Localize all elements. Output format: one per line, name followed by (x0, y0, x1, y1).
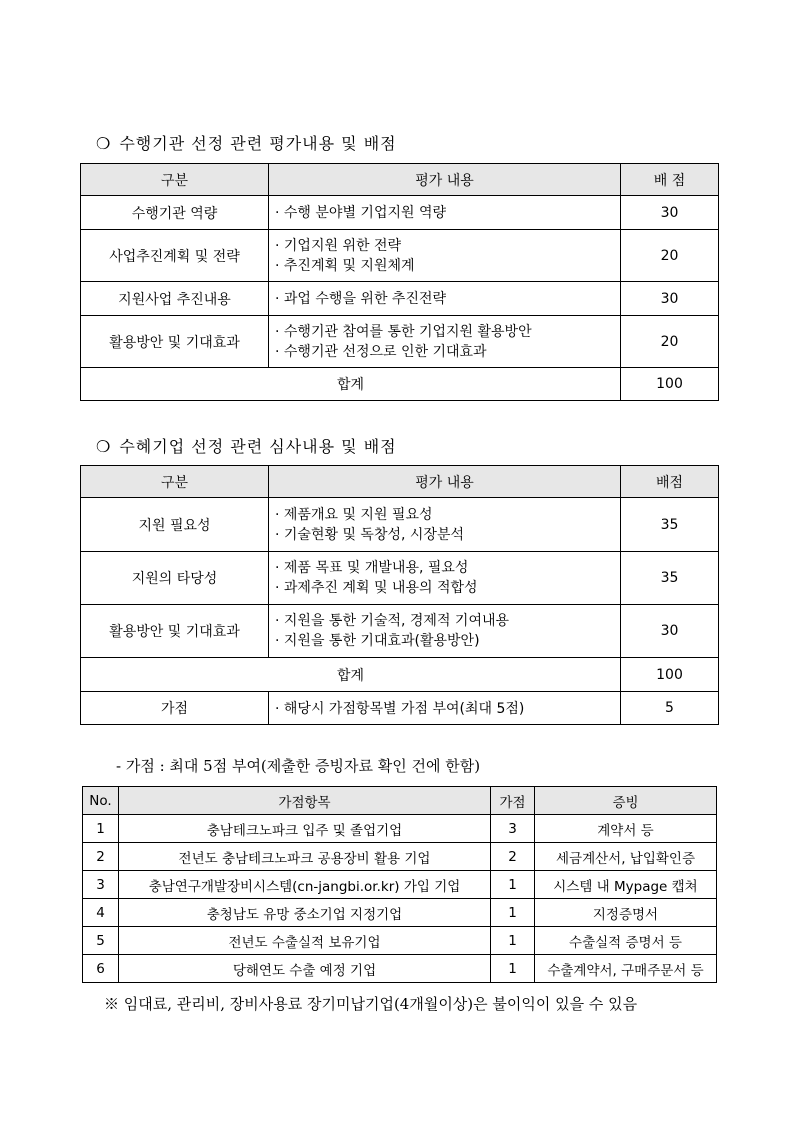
row-no: 2 (83, 843, 119, 871)
total-label: 합계 (81, 368, 621, 401)
row-item: 전년도 충남테크노파크 공용장비 활용 기업 (119, 843, 491, 871)
table-row (83, 899, 717, 927)
section1-title: ❍ 수행기관 선정 관련 평가내용 및 배점 (96, 134, 397, 153)
bonus-category: 가점 (81, 692, 269, 725)
row-content: · 기업지원 위한 전략 · 추진계획 및 지원체계 (269, 230, 621, 282)
circle-bullet-icon: ❍ (96, 134, 112, 153)
row-no: 3 (83, 871, 119, 899)
row-points: 1 (491, 899, 535, 927)
company-evaluation-table (80, 465, 719, 725)
bonus-content: · 해당시 가점항목별 가점 부여(최대 5점) (269, 692, 621, 725)
agency-evaluation-table (80, 163, 719, 401)
header-proof: 증빙 (535, 787, 717, 815)
header-content: 평가 내용 (269, 466, 621, 498)
row-proof: 시스템 내 Mypage 캡쳐 (535, 871, 717, 899)
total-score: 100 (621, 658, 719, 692)
bonus-items-table (82, 786, 717, 983)
row-category: 활용방안 및 기대효과 (81, 605, 269, 658)
row-points: 1 (491, 955, 535, 983)
row-item: 당해연도 수출 예정 기업 (119, 955, 491, 983)
row-content: · 수행 분야별 기업지원 역량 (269, 196, 621, 230)
row-item: 충남테크노파크 입주 및 졸업기업 (119, 815, 491, 843)
row-points: 1 (491, 871, 535, 899)
header-category: 구분 (81, 164, 269, 196)
row-proof: 계약서 등 (535, 815, 717, 843)
header-item: 가점항목 (119, 787, 491, 815)
row-score: 35 (621, 552, 719, 605)
row-item: 전년도 수출실적 보유기업 (119, 927, 491, 955)
row-proof: 수출계약서, 구매주문서 등 (535, 955, 717, 983)
table-header-row (81, 164, 719, 196)
header-score: 배 점 (621, 164, 719, 196)
row-no: 6 (83, 955, 119, 983)
table-row (83, 927, 717, 955)
table-row (83, 871, 717, 899)
total-label: 합계 (81, 658, 621, 692)
header-score: 배점 (621, 466, 719, 498)
row-no: 4 (83, 899, 119, 927)
row-score: 30 (621, 605, 719, 658)
header-points: 가점 (491, 787, 535, 815)
row-no: 5 (83, 927, 119, 955)
row-score: 30 (621, 282, 719, 316)
row-proof: 세금계산서, 납입확인증 (535, 843, 717, 871)
circle-bullet-icon: ❍ (96, 437, 112, 456)
table-row (83, 815, 717, 843)
table-header-row (81, 466, 719, 498)
bonus-score: 5 (621, 692, 719, 725)
row-proof: 지정증명서 (535, 899, 717, 927)
row-item: 충남연구개발장비시스템(cn-jangbi.or.kr) 가입 기업 (119, 871, 491, 899)
section2-title: ❍ 수혜기업 선정 관련 심사내용 및 배점 (96, 437, 397, 456)
table-row (81, 316, 719, 368)
row-no: 1 (83, 815, 119, 843)
row-category: 지원사업 추진내용 (81, 282, 269, 316)
table-row (81, 230, 719, 282)
total-row (81, 368, 719, 401)
row-score: 35 (621, 498, 719, 552)
table-row (81, 498, 719, 552)
table-row (83, 843, 717, 871)
table-row (81, 552, 719, 605)
total-row (81, 658, 719, 692)
bonus-row (81, 692, 719, 725)
table-row (83, 955, 717, 983)
header-category: 구분 (81, 466, 269, 498)
row-content: · 제품개요 및 지원 필요성 · 기술현황 및 독창성, 시장분석 (269, 498, 621, 552)
row-points: 3 (491, 815, 535, 843)
row-content: · 수행기관 참여를 통한 기업지원 활용방안 · 수행기관 선정으로 인한 기대효과 (269, 316, 621, 368)
table-row (81, 282, 719, 316)
footer-note: ※ 임대료, 관리비, 장비사용료 장기미납기업(4개월이상)은 불이익이 있을 수 있음 (104, 995, 638, 1013)
header-no: No. (83, 787, 119, 815)
row-category: 사업추진계획 및 전략 (81, 230, 269, 282)
row-category: 지원의 타당성 (81, 552, 269, 605)
row-score: 20 (621, 316, 719, 368)
row-score: 20 (621, 230, 719, 282)
row-score: 30 (621, 196, 719, 230)
row-category: 활용방안 및 기대효과 (81, 316, 269, 368)
row-category: 지원 필요성 (81, 498, 269, 552)
row-content: · 과업 수행을 위한 추진전략 (269, 282, 621, 316)
bonus-note: - 가점 : 최대 5점 부여(제출한 증빙자료 확인 건에 한함) (116, 757, 481, 775)
header-content: 평가 내용 (269, 164, 621, 196)
row-category: 수행기관 역량 (81, 196, 269, 230)
total-score: 100 (621, 368, 719, 401)
row-item: 충청남도 유망 중소기업 지정기업 (119, 899, 491, 927)
row-content: · 제품 목표 및 개발내용, 필요성 · 과제추진 계획 및 내용의 적합성 (269, 552, 621, 605)
row-proof: 수출실적 증명서 등 (535, 927, 717, 955)
row-content: · 지원을 통한 기술적, 경제적 기여내용 · 지원을 통한 기대효과(활용방안) (269, 605, 621, 658)
table-row (81, 196, 719, 230)
row-points: 1 (491, 927, 535, 955)
row-points: 2 (491, 843, 535, 871)
table-header-row (83, 787, 717, 815)
table-row (81, 605, 719, 658)
